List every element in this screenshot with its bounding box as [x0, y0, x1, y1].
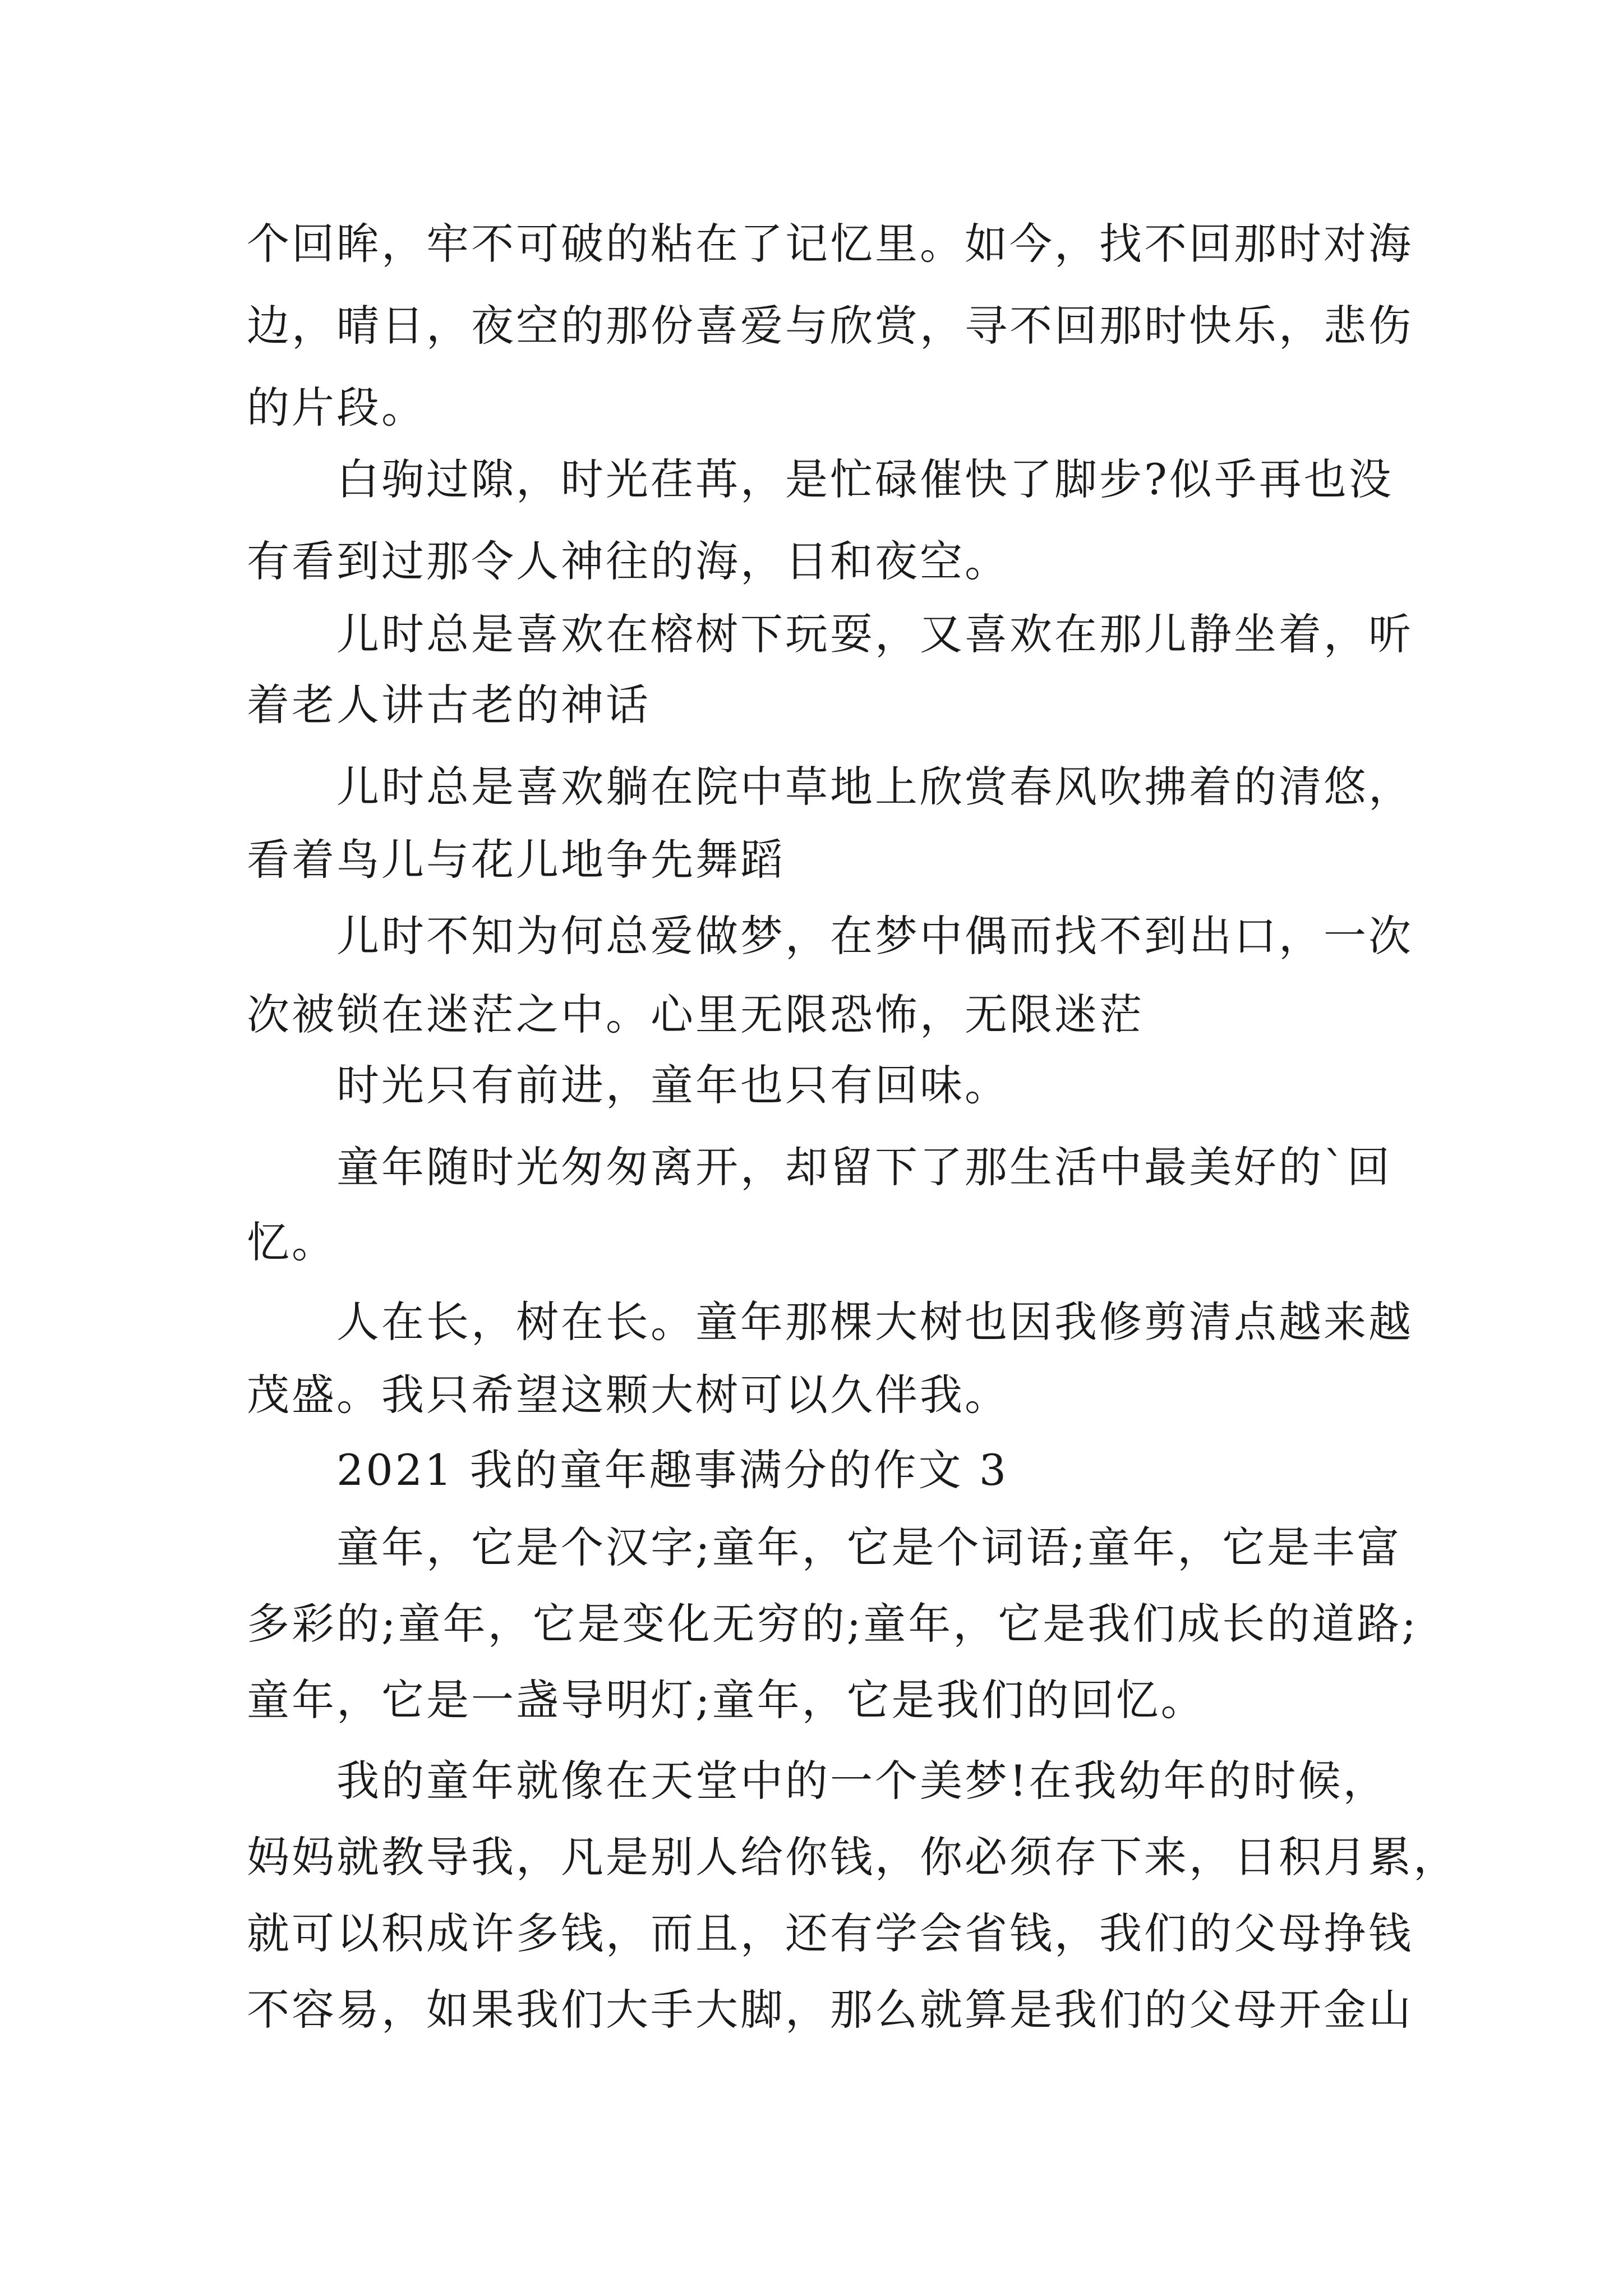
- text-line: 多彩的;童年，它是变化无穷的;童年，它是我们成长的道路;: [247, 1599, 1418, 1649]
- text-line: 妈妈就教导我，凡是别人给你钱，你必须存下来，日积月累，: [247, 1832, 1458, 1882]
- text-line: 儿时总是喜欢在榕树下玩耍，又喜欢在那儿静坐着，听: [336, 609, 1413, 659]
- text-line: 忆。: [247, 1217, 336, 1267]
- text-line: 时光只有前进，童年也只有回味。: [336, 1060, 1009, 1110]
- text-line: 人在长，树在长。童年那棵大树也因我修剪清点越来越: [336, 1297, 1413, 1347]
- text-line: 茂盛。我只希望这颗大树可以久伴我。: [247, 1370, 1009, 1420]
- text-line: 个回眸，牢不可破的粘在了记忆里。如今，找不回那时对海: [247, 219, 1413, 269]
- text-line: 不容易，如果我们大手大脚，那么就算是我们的父母开金山: [247, 1985, 1413, 2035]
- text-line: 边，晴日，夜空的那份喜爱与欣赏，寻不回那时快乐，悲伤: [247, 301, 1413, 351]
- text-line: 看着鸟儿与花儿地争先舞蹈: [247, 835, 785, 885]
- text-line: 就可以积成许多钱，而且，还有学会省钱，我们的父母挣钱: [247, 1908, 1413, 1958]
- text-line: 童年，它是一盏导明灯;童年，它是我们的回忆。: [247, 1675, 1206, 1725]
- text-line: 我的童年就像在天堂中的一个美梦!在我幼年的时候，: [336, 1756, 1388, 1806]
- text-line: 童年，它是个汉字;童年，它是个词语;童年，它是丰富: [336, 1522, 1402, 1572]
- text-line: 的片段。: [247, 383, 426, 432]
- text-line: 白驹过隙，时光荏苒，是忙碌催快了脚步?似乎再也没: [336, 454, 1394, 504]
- section-heading: 2021 我的童年趣事满分的作文 3: [336, 1445, 1009, 1495]
- text-line: 着老人讲古老的神话: [247, 680, 651, 730]
- text-line: 有看到过那令人神往的海，日和夜空。: [247, 536, 1009, 586]
- text-line: 童年随时光匆匆离开，却留下了那生活中最美好的`回: [336, 1142, 1392, 1192]
- text-line: 儿时不知为何总爱做梦，在梦中偶而找不到出口，一次: [336, 911, 1413, 961]
- text-line: 次被锁在迷茫之中。心里无限恐怖，无限迷茫: [247, 990, 1144, 1039]
- text-line: 儿时总是喜欢躺在院中草地上欣赏春风吹拂着的清悠，: [336, 762, 1413, 812]
